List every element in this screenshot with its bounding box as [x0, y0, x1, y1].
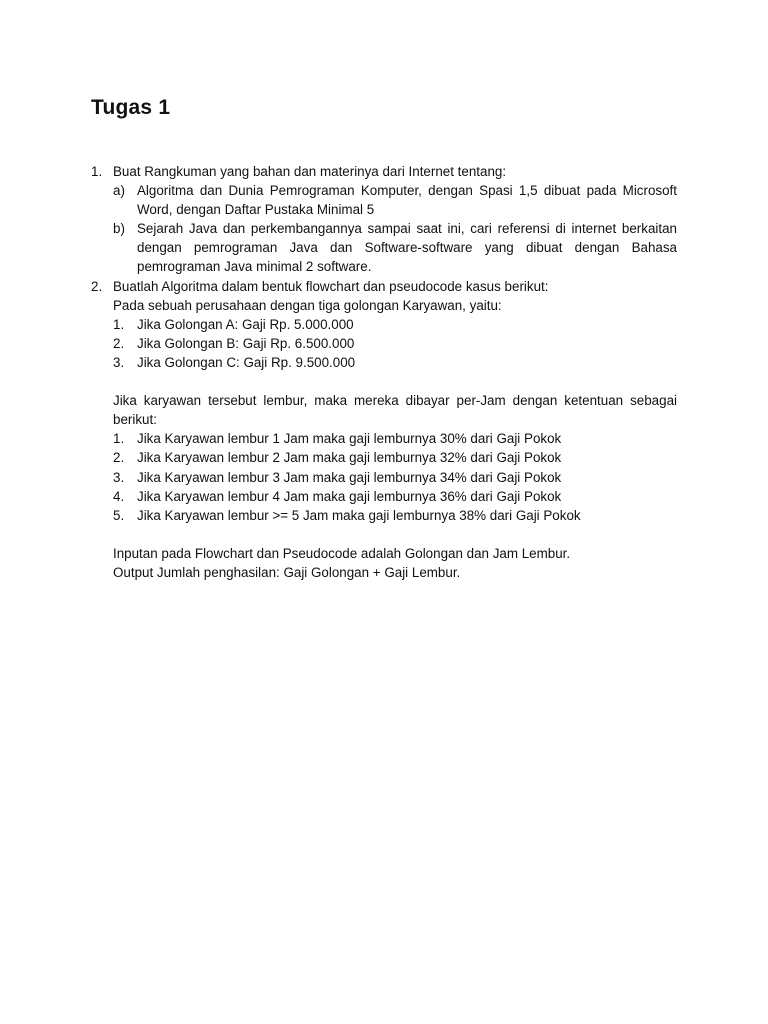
lembur-text: Jika Karyawan lembur >= 5 Jam maka gaji lemburnya 38% dari Gaji Pokok [137, 507, 581, 523]
subitem-a-text: Algoritma dan Dunia Pemrograman Komputer, dengan Spasi 1,5 dibuat pada Microsoft Word, dengan Daftar Pustaka Minimal 5 [137, 183, 677, 218]
task-2 [91, 277, 677, 296]
golongan-item-3 [91, 353, 677, 372]
task-1 [91, 162, 677, 181]
lembur-item-5 [91, 506, 677, 525]
lembur-intro: Jika karyawan tersebut lembur, maka mereka dibayar per-Jam dengan ketentuan sebagai berikut: [113, 393, 677, 428]
lembur-marker: 3. [113, 469, 125, 485]
lembur-item-4 [91, 487, 677, 506]
document-body [91, 162, 677, 582]
lembur-marker: 2. [113, 450, 125, 466]
task-1-subitem-a [91, 181, 677, 219]
page-title: Tugas 1 [91, 96, 171, 119]
golongan-item-2 [91, 334, 677, 353]
task-2-number: 2. [91, 278, 103, 294]
golongan-marker: 1. [113, 316, 125, 332]
lembur-marker: 5. [113, 507, 125, 523]
task-1-subitem-b [91, 219, 677, 276]
lembur-text: Jika Karyawan lembur 4 Jam maka gaji lemburnya 36% dari Gaji Pokok [137, 488, 562, 504]
subitem-a-marker: a) [113, 183, 125, 199]
input-note: Inputan pada Flowchart dan Pseudocode adalah Golongan dan Jam Lembur. [113, 545, 571, 561]
lembur-text: Jika Karyawan lembur 2 Jam maka gaji lemburnya 32% dari Gaji Pokok [137, 450, 562, 466]
golongan-marker: 3. [113, 354, 125, 370]
blank-line [91, 525, 677, 544]
lembur-item-2 [91, 448, 677, 467]
subitem-b-text: Sejarah Java dan perkembangannya sampai saat ini, cari referensi di internet berkaitan dengan pemrograman Java dan Software-software yang dibuat dengan Bahasa pemrograman Java minimal 2 software. [137, 221, 677, 275]
task-2-intro: Pada sebuah perusahaan dengan tiga golongan Karyawan, yaitu: [113, 297, 502, 313]
golongan-text: Jika Golongan B: Gaji Rp. 6.500.000 [137, 335, 355, 351]
subitem-b-marker: b) [113, 221, 125, 237]
lembur-text: Jika Karyawan lembur 1 Jam maka gaji lemburnya 30% dari Gaji Pokok [137, 431, 562, 447]
output-note: Output Jumlah penghasilan: Gaji Golongan + Gaji Lembur. [113, 564, 461, 580]
lembur-text: Jika Karyawan lembur 3 Jam maka gaji lemburnya 34% dari Gaji Pokok [137, 469, 562, 485]
golongan-item-1 [91, 315, 677, 334]
task-2-text: Buatlah Algoritma dalam bentuk flowchart dan pseudocode kasus berikut: [113, 278, 549, 294]
task-1-text: Buat Rangkuman yang bahan dan materinya dari Internet tentang: [113, 164, 507, 179]
lembur-item-3 [91, 468, 677, 487]
task-1-number: 1. [91, 164, 103, 179]
lembur-marker: 4. [113, 488, 125, 504]
golongan-text: Jika Golongan A: Gaji Rp. 5.000.000 [137, 316, 354, 332]
golongan-marker: 2. [113, 335, 125, 351]
lembur-marker: 1. [113, 431, 125, 447]
golongan-text: Jika Golongan C: Gaji Rp. 9.500.000 [137, 354, 356, 370]
lembur-item-1 [91, 429, 677, 448]
blank-line [91, 372, 677, 391]
